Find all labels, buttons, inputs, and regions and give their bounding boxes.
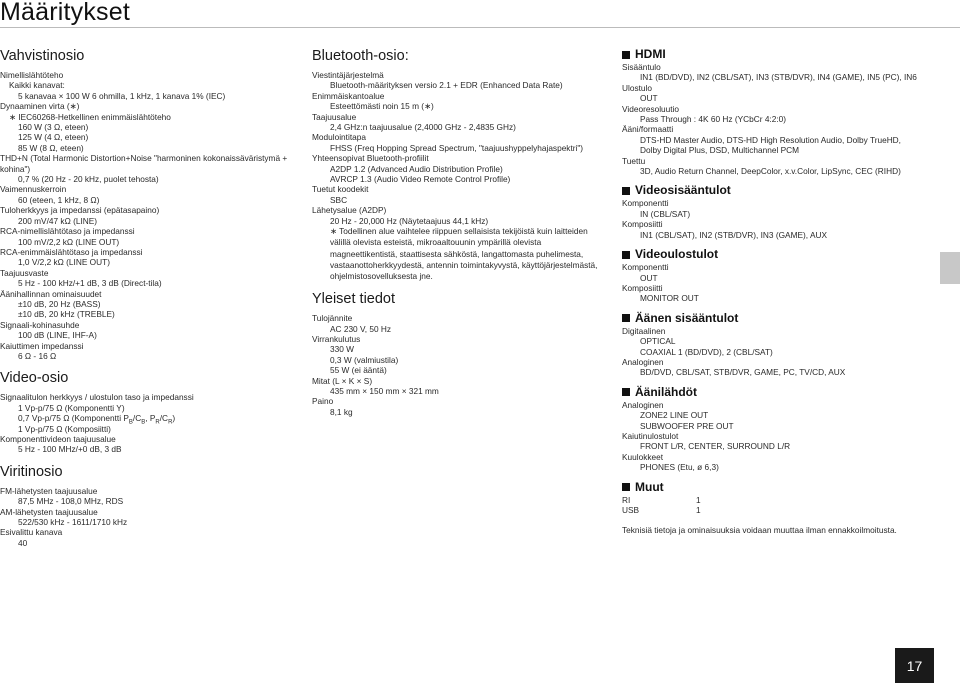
- spec-label: Kaikki kanavat:: [9, 80, 65, 91]
- spec-value: 87,5 MHz - 108,0 MHz, RDS: [18, 496, 124, 507]
- spec-value: FHSS (Freq Hopping Spread Spectrum, "taajuushyppelyhajaspektri"): [330, 142, 584, 153]
- spec-label: Komponentti: [622, 262, 669, 273]
- spec-value: 1,0 V/2,2 kΩ (LINE OUT): [18, 257, 110, 268]
- other-key: RI: [622, 494, 631, 505]
- spec-label: Sisääntulo: [622, 62, 661, 72]
- column-3: [622, 48, 922, 536]
- spec-label: AM-lähetysten taajuusalue: [0, 506, 98, 517]
- spec-value: 100 dB (LINE, IHF-A): [18, 330, 97, 341]
- spec-value: 55 W (ei ääntä): [330, 365, 387, 376]
- spec-value: BD/DVD, CBL/SAT, STB/DVR, GAME, PC, TV/CD, AUX: [640, 367, 846, 378]
- spec-value: IN (CBL/SAT): [640, 208, 691, 219]
- spec-value: 1 Vp-p/75 Ω (Komposiitti): [18, 423, 111, 434]
- spec-label: Paino: [312, 396, 334, 407]
- spec-label: Viestintäjärjestelmä: [312, 70, 384, 80]
- spec-value: ±10 dB, 20 Hz (BASS): [18, 298, 101, 309]
- spec-value: Bluetooth-määrityksen versio 2.1 + EDR (Enhanced Data Rate): [330, 80, 563, 91]
- square-bullet-icon: [622, 483, 630, 491]
- section-heading-hdmi: [622, 48, 922, 61]
- section-heading-general: Yleiset tiedot: [312, 291, 396, 308]
- spec-label: RCA-nimellislähtötaso ja impedanssi: [0, 226, 135, 237]
- spec-label: Signaalitulon herkkyys / ulostulon taso ja impedanssi: [0, 392, 194, 403]
- square-bullet-icon: [622, 187, 630, 195]
- spec-value: 160 W (3 Ω, eteen): [18, 122, 89, 133]
- subscript: R: [168, 419, 173, 426]
- spec-label: Dynaaminen virta (∗): [0, 101, 80, 112]
- spec-value: 330 W: [330, 344, 354, 355]
- other-value: 1: [696, 505, 701, 515]
- section-heading-video-outputs: [622, 248, 922, 261]
- spec-label: Digitaalinen: [622, 325, 666, 336]
- spec-value: AC 230 V, 50 Hz: [330, 323, 392, 334]
- spec-label: Komposiitti: [622, 282, 663, 293]
- page-number: 17: [895, 648, 934, 683]
- spec-label: Analoginen: [622, 399, 664, 410]
- spec-value: Esteettömästi noin 15 m (∗): [330, 101, 434, 112]
- spec-label: Tulojännite: [312, 313, 353, 324]
- spec-value: 5 Hz - 100 MHz/+0 dB, 3 dB: [18, 444, 122, 455]
- spec-footnote: ∗ IEC60268-Hetkellinen enimmäislähtöteho: [9, 111, 171, 122]
- spec-label: Esivalittu kanava: [0, 527, 63, 538]
- spec-label: Virrankulutus: [312, 333, 361, 344]
- spec-label: Lähetysalue (A2DP): [312, 205, 387, 216]
- column-1: [0, 48, 290, 548]
- spec-label: Modulointitapa: [312, 132, 366, 143]
- spec-value: 435 mm × 150 mm × 321 mm: [330, 385, 439, 396]
- spec-label: Kaiutinulostulot: [622, 430, 679, 441]
- spec-label: Komponenttivideon taajuusalue: [0, 434, 116, 444]
- spec-label: Signaali-kohinasuhde: [0, 319, 80, 330]
- spec-label: Videoresoluutio: [622, 103, 680, 114]
- spec-value: 40: [18, 537, 28, 548]
- spec-label: Ääni/formaatti: [622, 124, 674, 135]
- square-bullet-icon: [622, 251, 630, 259]
- spec-label: Komponentti: [622, 198, 669, 209]
- subscript: R: [155, 419, 160, 426]
- heading-text: Muut: [635, 479, 664, 494]
- spec-label: Mitat (L × K × S): [312, 375, 373, 386]
- spec-value: 8,1 kg: [330, 406, 353, 417]
- spec-value-text: 0,7 Vp-p/75 Ω (Komponentti P: [18, 413, 129, 424]
- heading-text: Äänilähdöt: [635, 384, 697, 399]
- square-bullet-icon: [622, 388, 630, 396]
- spec-label: Tuloherkkyys ja impedanssi (epätasapaino): [0, 205, 160, 216]
- spec-label: FM-lähetysten taajuusalue: [0, 485, 98, 496]
- spec-value: SUBWOOFER PRE OUT: [640, 420, 734, 431]
- spec-value: 85 W (8 Ω, eteen): [18, 142, 84, 153]
- spec-value: 100 mV/2,2 kΩ (LINE OUT): [18, 236, 120, 247]
- spec-value: OUT: [640, 272, 658, 283]
- heading-text: Äänen sisääntulot: [635, 310, 739, 325]
- section-heading-audio-inputs: [622, 312, 922, 325]
- spec-value: 60 (eteen, 1 kHz, 8 Ω): [18, 194, 100, 205]
- section-heading-other: [622, 481, 922, 494]
- spec-value: ZONE2 LINE OUT: [640, 410, 709, 421]
- square-bullet-icon: [622, 51, 630, 59]
- spec-label: Ulostulo: [622, 82, 652, 93]
- column-2: [312, 48, 602, 417]
- spec-value-component-pbpr: 0,7 Vp-p/75 Ω (Komponentti $P_B/C_B$, $P_R/C_R$): [18, 413, 176, 426]
- other-row: [622, 495, 922, 505]
- spec-value: A2DP 1.2 (Advanced Audio Distribution Profile): [330, 163, 503, 174]
- square-bullet-icon: [622, 314, 630, 322]
- subscript: B: [128, 419, 133, 426]
- spec-footnote: ∗ Todellinen alue vaihtelee riippuen sellaisista tekijöistä kuin laitteiden välillä olevista esteistä, mikroaaltouunin ympärillä olevista magneettikentistä, staattisesta sähköstä, langattomasta puhelimesta, vastaanottoherkkyydestä, antennin toimintakyvystä, käyttöjärjestelmästä, ohjelmistosovelluksesta jne.: [330, 226, 598, 281]
- spec-value: OPTICAL: [640, 336, 676, 347]
- spec-value: 5 kanavaa × 100 W 6 ohmilla, 1 kHz, 1 kanava 1% (IEC): [18, 90, 226, 101]
- heading-text: Videoulostulot: [635, 247, 719, 262]
- spec-value: 6 Ω - 16 Ω: [18, 350, 57, 361]
- spec-value: 522/530 kHz - 1611/1710 kHz: [18, 517, 128, 528]
- spec-label: THD+N (Total Harmonic Distortion+Noise "harmoninen kokonaissäväristymä + kohina"): [0, 153, 288, 174]
- spec-value: OUT: [640, 93, 658, 104]
- spec-value: 125 W (4 Ω, eteen): [18, 132, 89, 143]
- section-heading-tuner: Viritinosio: [0, 463, 63, 480]
- spec-value: 20 Hz - 20,000 Hz (Näytetaajuus 44,1 kHz): [330, 215, 489, 226]
- spec-label: Tuetut koodekit: [312, 184, 369, 195]
- spec-label: Tuettu: [622, 155, 646, 166]
- spec-value: 1 Vp-p/75 Ω (Komponentti Y): [18, 402, 125, 413]
- spec-value: COAXIAL 1 (BD/DVD), 2 (CBL/SAT): [640, 346, 773, 357]
- spec-label: RCA-enimmäislähtötaso ja impedanssi: [0, 246, 143, 257]
- spec-label: Äänihallinnan ominaisuudet: [0, 288, 102, 299]
- section-heading-audio-outputs: [622, 386, 922, 399]
- side-thumb-tab: [940, 252, 960, 284]
- spec-value: IN1 (CBL/SAT), IN2 (STB/DVR), IN3 (GAME), AUX: [640, 229, 828, 240]
- spec-value: 0,3 W (valmiustila): [330, 354, 399, 365]
- spec-label: Taajuusvaste: [0, 267, 49, 278]
- spec-value: Pass Through : 4K 60 Hz (YCbCr 4:2:0): [640, 114, 787, 125]
- spec-label: Vaimennuskerroin: [0, 184, 67, 195]
- section-heading-video-inputs: [622, 184, 922, 197]
- spec-label: Komposiitti: [622, 219, 663, 230]
- spec-value: 2,4 GHz:n taajuusalue (2,4000 GHz - 2,4835 GHz): [330, 122, 516, 133]
- spec-label: Yhteensopivat Bluetooth-profiilit: [312, 153, 429, 164]
- spec-value: MONITOR OUT: [640, 293, 699, 304]
- spec-label: Analoginen: [622, 356, 664, 367]
- spec-label: Kaiuttimen impedanssi: [0, 340, 84, 351]
- spec-label: Taajuusalue: [312, 111, 357, 122]
- title-divider: [0, 27, 960, 28]
- spec-value: DTS-HD Master Audio, DTS-HD High Resolution Audio, Dolby TrueHD, Dolby Digital Plus, DSD, Multichannel PCM: [640, 134, 901, 156]
- other-key: USB: [622, 505, 640, 515]
- subscript: B: [141, 419, 146, 426]
- spec-value: 0,7 % (20 Hz - 20 kHz, puolet tehosta): [18, 174, 159, 185]
- spec-label: Enimmäiskantoalue: [312, 90, 385, 101]
- spec-value: PHONES (Etu, ø 6,3): [640, 462, 719, 473]
- page-title: Määritykset: [0, 0, 131, 26]
- section-heading-amplifier: Vahvistinosio: [0, 48, 85, 64]
- section-heading-video: Video-osio: [0, 370, 69, 387]
- heading-text: HDMI: [635, 47, 666, 61]
- spec-value: FRONT L/R, CENTER, SURROUND L/R: [640, 441, 791, 452]
- spec-label: Kuulokkeet: [622, 451, 664, 462]
- other-row: [622, 505, 922, 515]
- spec-value: 200 mV/47 kΩ (LINE): [18, 215, 98, 226]
- spec-value: IN1 (BD/DVD), IN2 (CBL/SAT), IN3 (STB/DVR), IN4 (GAME), IN5 (PC), IN6: [640, 72, 917, 83]
- spec-value: 3D, Audio Return Channel, DeepColor, x.v.Color, LipSync, CEC (RIHD): [640, 166, 901, 177]
- spec-value: SBC: [330, 194, 348, 205]
- section-heading-bluetooth: Bluetooth-osio:: [312, 48, 409, 64]
- heading-text: Videosisääntulot: [635, 183, 731, 198]
- spec-value: AVRCP 1.3 (Audio Video Remote Control Profile): [330, 174, 511, 185]
- spec-value: 5 Hz - 100 kHz/+1 dB, 3 dB (Direct-tila): [18, 278, 162, 289]
- spec-change-note: Teknisiä tietoja ja ominaisuuksia voidaan muuttaa ilman ennakkoilmoitusta.: [622, 525, 897, 536]
- spec-value: ±10 dB, 20 kHz (TREBLE): [18, 309, 115, 320]
- spec-label: Nimellislähtöteho: [0, 70, 64, 80]
- other-value: 1: [696, 494, 701, 505]
